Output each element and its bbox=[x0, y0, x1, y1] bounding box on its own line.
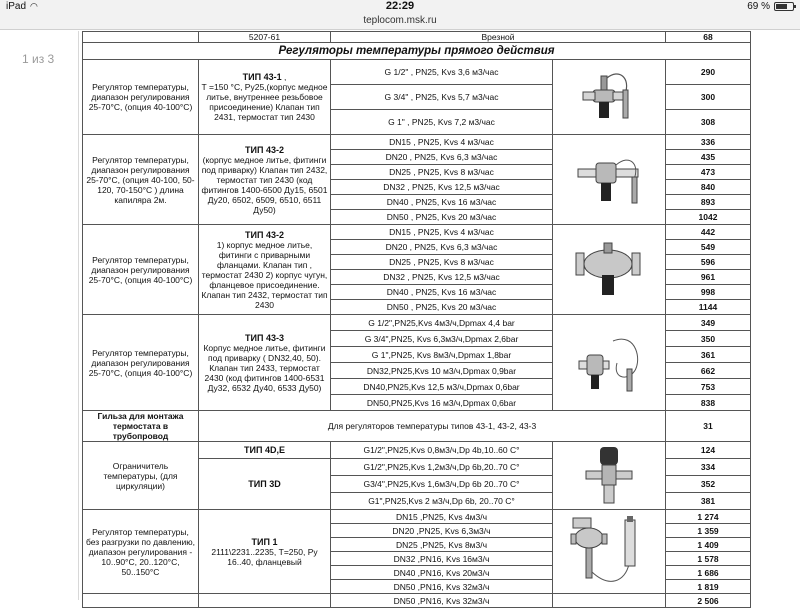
clock: 22:29 bbox=[385, 0, 415, 12]
cell-price: 381 bbox=[666, 493, 751, 510]
table-row bbox=[83, 411, 751, 442]
type-text: 2111\2231..2235, Т=250, Ру 16..40, фланцевый bbox=[211, 546, 318, 567]
cell-price: 31 bbox=[666, 411, 751, 442]
cell-spec: G 1" , PN25, Kvs 7,2 м3/час bbox=[331, 110, 553, 135]
cell-price: 1 686 bbox=[666, 566, 751, 580]
table-row bbox=[83, 315, 751, 331]
cell-spec: DN20 ,PN25, Kvs 6,3м3/ч bbox=[331, 524, 553, 538]
cell-spec: DN15 , PN25, Kvs 4 м3/час bbox=[331, 225, 553, 240]
document-viewer[interactable] bbox=[0, 31, 800, 606]
cell-spec: DN50 , PN25, Kvs 20 м3/час bbox=[331, 300, 553, 315]
cell-price: 336 bbox=[666, 135, 751, 150]
cell-price: 442 bbox=[666, 225, 751, 240]
cell-spec: DN50 ,PN16, Kvs 32м3/ч bbox=[331, 580, 553, 594]
cell-spec: DN32,PN25,Kvs 10 м3/ч,Dpmax 0,9bar bbox=[331, 363, 553, 379]
cell-type bbox=[199, 510, 331, 594]
cell-price: 838 bbox=[666, 395, 751, 411]
battery-icon bbox=[774, 2, 794, 11]
cell-price: 1 819 bbox=[666, 580, 751, 594]
cell-description: Ограничитель температуры, (для циркуляции) bbox=[83, 442, 199, 510]
cell-spec: DN20 , PN25, Kvs 6,3 м3/час bbox=[331, 240, 553, 255]
cell-price: 361 bbox=[666, 347, 751, 363]
cell-spec: G1",PN25,Kvs 2 м3/ч,Dp 6b, 20..70 C° bbox=[331, 493, 553, 510]
type-title: ТИП 43-1 bbox=[242, 72, 282, 82]
cell-price: 352 bbox=[666, 476, 751, 493]
table-row bbox=[83, 510, 751, 524]
cell-spec: Врезной bbox=[331, 32, 666, 43]
cell-description: Регулятор температуры, без разгрузки по давлению, диапазон регулирования - 10..90°С, 20..120°С, 50..150°С bbox=[83, 510, 199, 594]
cell-spec: G1/2",PN25,Kvs 1,2м3/ч,Dp 6b,20..70 C° bbox=[331, 459, 553, 476]
cell-spec: DN32 , PN25, Kvs 12,5 м3/час bbox=[331, 270, 553, 285]
cell-spec: DN50 ,PN16, Kvs 32м3/ч bbox=[331, 594, 553, 608]
flanged-valve-icon bbox=[553, 225, 666, 315]
battery-percent: 69 % bbox=[747, 1, 770, 12]
type-suffix: , bbox=[281, 72, 287, 82]
cell-description: Регулятор температуры, диапазон регулирования 25-70°С, (опция 40-100, 50-120, 70-150°С ) длина капиляра 2м. bbox=[83, 135, 199, 225]
cell-type bbox=[199, 225, 331, 315]
cell-spec: G 1/2" , PN25, Kvs 3,6 м3/час bbox=[331, 60, 553, 85]
valve-fittings-icon bbox=[553, 135, 666, 225]
cell-spec: G 3/4" , PN25, Kvs 5,7 м3/час bbox=[331, 85, 553, 110]
type-title: ТИП 43-2 bbox=[245, 144, 284, 155]
cell-price: 1042 bbox=[666, 210, 751, 225]
cell-spec: DN32 , PN25, Kvs 12,5 м3/час bbox=[331, 180, 553, 195]
address-bar[interactable] bbox=[0, 14, 800, 30]
cell-spec: DN15 ,PN25, Kvs 4м3/ч bbox=[331, 510, 553, 524]
status-right bbox=[747, 1, 794, 12]
status-bar bbox=[0, 0, 800, 14]
page-indicator: 1 из 3 bbox=[22, 52, 55, 66]
cell-price: 1 578 bbox=[666, 552, 751, 566]
cell-price: 473 bbox=[666, 165, 751, 180]
cell-type bbox=[199, 135, 331, 225]
cell-price: 549 bbox=[666, 240, 751, 255]
cell-spec: DN15 , PN25, Kvs 4 м3/час bbox=[331, 135, 553, 150]
cell-spec: DN40 , PN25, Kvs 16 м3/час bbox=[331, 195, 553, 210]
cell-type bbox=[199, 315, 331, 411]
cell-price: 596 bbox=[666, 255, 751, 270]
cell-type: ТИП 4D,E bbox=[199, 442, 331, 459]
cell-spec: Для регуляторов температуры типов 43-1, 43-2, 43-3 bbox=[199, 411, 666, 442]
mixing-valve-icon bbox=[553, 442, 666, 510]
valve-thermostat-icon bbox=[553, 60, 666, 135]
cell-price: 998 bbox=[666, 285, 751, 300]
cell-spec: G 3/4",PN25, Kvs 6,3м3/ч,Dpmax 2,6bar bbox=[331, 331, 553, 347]
cell-price: 753 bbox=[666, 379, 751, 395]
section-title: Регуляторы температуры прямого действия bbox=[83, 43, 751, 60]
cell-price: 1 274 bbox=[666, 510, 751, 524]
cell-spec: DN25 , PN25, Kvs 8 м3/час bbox=[331, 255, 553, 270]
cell-type bbox=[199, 60, 331, 135]
cell-spec: DN32 ,PN16, Kvs 16м3/ч bbox=[331, 552, 553, 566]
cell-spec: DN50,PN25,Kvs 16 м3/ч,Dpmax 0,6bar bbox=[331, 395, 553, 411]
cell-price: 349 bbox=[666, 315, 751, 331]
section-header bbox=[83, 43, 751, 60]
type-title: ТИП 43-2 bbox=[245, 229, 284, 240]
device-label: iPad bbox=[6, 1, 27, 12]
cell-spec: DN50 , PN25, Kvs 20 м3/час bbox=[331, 210, 553, 225]
type-title: ТИП 1 bbox=[251, 536, 278, 547]
cell-price: 1144 bbox=[666, 300, 751, 315]
cell-price: 350 bbox=[666, 331, 751, 347]
cell-description: Гильза для монтажа термостата в трубопровод bbox=[83, 411, 199, 442]
cell-price: 1 359 bbox=[666, 524, 751, 538]
cell-spec: DN20 , PN25, Kvs 6,3 м3/час bbox=[331, 150, 553, 165]
flanged-regulator-icon bbox=[553, 510, 666, 594]
page-edge bbox=[78, 31, 79, 600]
table-row bbox=[83, 60, 751, 85]
type-text: Корпус медное литье, фитинги под приварку ( DN32,40, 50). Клапан тип 2433, термостат 2430 (код фитингов 1400-6531 Ду32, 6532 Ду40, 6533 Ду50) bbox=[203, 342, 326, 393]
table-row bbox=[83, 225, 751, 240]
cell-price: 435 bbox=[666, 150, 751, 165]
cell-price: 961 bbox=[666, 270, 751, 285]
cell-spec: DN40 , PN25, Kvs 16 м3/час bbox=[331, 285, 553, 300]
cell-price: 334 bbox=[666, 459, 751, 476]
cell-spec: G3/4",PN25,Kvs 1,6м3/ч,Dp 6b 20..70 C° bbox=[331, 476, 553, 493]
table-row bbox=[83, 594, 751, 608]
price-document bbox=[82, 31, 750, 608]
valve-capillary-icon bbox=[553, 315, 666, 411]
cell-price: 308 bbox=[666, 110, 751, 135]
cell-price: 124 bbox=[666, 442, 751, 459]
table-row bbox=[83, 135, 751, 150]
cell-spec: DN40 ,PN16, Kvs 20м3/ч bbox=[331, 566, 553, 580]
cell-price: 290 bbox=[666, 60, 751, 85]
cell-description: Регулятор температуры, диапазон регулирования 25-70°С, (опция 40-100°С) bbox=[83, 225, 199, 315]
cell-price: 840 bbox=[666, 180, 751, 195]
cell-description: Регулятор температуры, диапазон регулирования 25-70°С, (опция 40-100°С) bbox=[83, 315, 199, 411]
cell-price: 1 409 bbox=[666, 538, 751, 552]
cell-code: 5207-61 bbox=[199, 32, 331, 43]
cell-price: 300 bbox=[666, 85, 751, 110]
cell-spec: DN25 ,PN25, Kvs 8м3/ч bbox=[331, 538, 553, 552]
type-text: Т =150 °С, Ру25,(корпус медное литье, внутреннее резьбовое присоединение) Клапан тип 2431, термостат тип 2430 bbox=[201, 82, 328, 122]
cell-type: ТИП 3D bbox=[199, 459, 331, 510]
cell-spec: DN25 , PN25, Kvs 8 м3/час bbox=[331, 165, 553, 180]
price-table bbox=[82, 31, 751, 608]
table-row bbox=[83, 32, 751, 43]
cell-price: 68 bbox=[666, 32, 751, 43]
cell-price: 893 bbox=[666, 195, 751, 210]
url-text[interactable]: teplocom.msk.ru bbox=[363, 15, 437, 26]
type-title: ТИП 43-3 bbox=[245, 332, 284, 343]
type-text: (корпус медное литье, фитинги под приварку) Клапан тип 2432, термостат тип 2430 (код фитингов 1400-6500 Ду15, 6501 Ду20, 6502, 6509, 6510, 6511 Ду50) bbox=[201, 154, 328, 215]
type-text: 1) корпус медное литье, фитинги с приварными фланцами. Клапан тип , термостат 2430 2) корпус чугун, фланцевое присоединение. Клапан тип 2432, термостат тип 2430 bbox=[201, 239, 328, 310]
cell-spec: G 1/2",PN25,Kvs 4м3/ч,Dpmax 4,4 bar bbox=[331, 315, 553, 331]
cell-spec: G 1",PN25, Kvs 8м3/ч,Dpmax 1,8bar bbox=[331, 347, 553, 363]
cell-description: Регулятор температуры, диапазон регулирования 25-70°С, (опция 40-100°С) bbox=[83, 60, 199, 135]
cell-price: 2 506 bbox=[666, 594, 751, 608]
cell-spec: DN40,PN25,Kvs 12,5 м3/ч,Dpmax 0,6bar bbox=[331, 379, 553, 395]
table-row bbox=[83, 442, 751, 459]
cell-spec: G1/2",PN25,Kvs 0,8м3/ч,Dp 4b,10..60 C° bbox=[331, 442, 553, 459]
cell-price: 662 bbox=[666, 363, 751, 379]
wifi-icon: ◠ bbox=[30, 1, 38, 11]
